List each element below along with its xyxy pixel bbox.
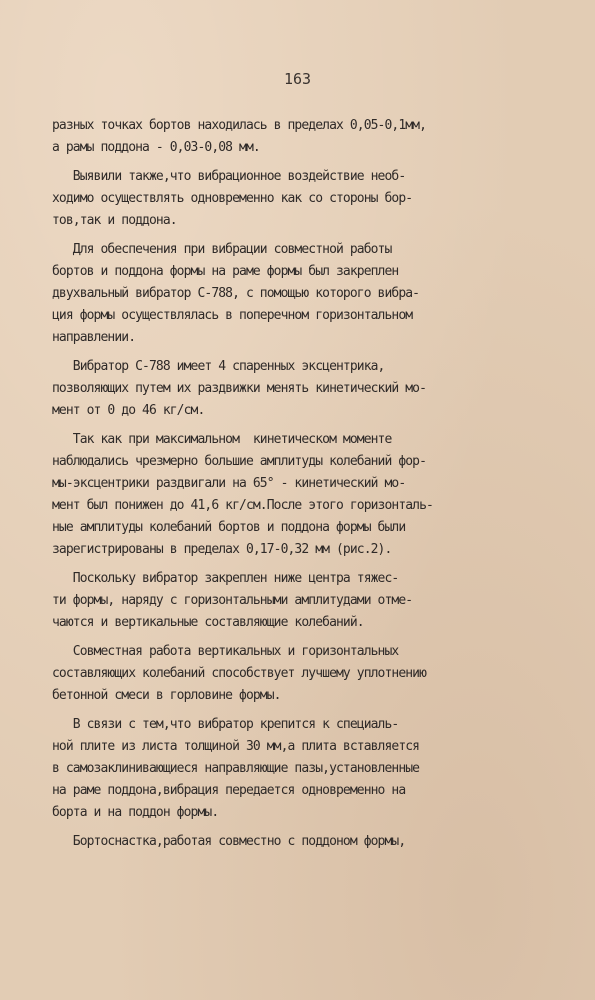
text-line: а рамы поддона - 0,03-0,08 мм. [52,140,260,155]
text-line: Вибратор С-788 имеет 4 спаренных эксцентрика, [52,359,385,374]
text-line: позволяющих путем их раздвижки менять кинетический мо- [52,381,427,396]
text-line: Выявили также,что вибрационное воздействие необ- [52,169,406,184]
text-line: борта и на поддон формы. [52,805,219,820]
paragraph-8 [52,714,552,824]
paragraph-5 [52,429,552,561]
text-line: мент был понижен до 41,6 кг/см.После этого горизонталь- [52,498,433,513]
text-line: ти формы, наряду с горизонтальными амплитудами отме- [52,593,413,608]
text-line: направлении. [52,330,136,345]
text-line: Поскольку вибратор закреплен ниже центра тяжес- [52,571,399,586]
text-line: чаются и вертикальные составляющие колебаний. [52,615,364,630]
text-line: зарегистрированы в пределах 0,17-0,32 мм (рис.2). [52,542,392,557]
text-line: В связи с тем,что вибратор крепится к специаль- [52,717,399,732]
text-line: составляющих колебаний способствует лучшему уплотнению [52,666,427,681]
text-line: наблюдались чрезмерно большие амплитуды колебаний фор- [52,454,427,469]
text-line: двухвальный вибратор С-788, с помощью которого вибра- [52,286,420,301]
paragraph-4 [52,356,552,422]
text-line: бетонной смеси в горловине формы. [52,688,281,703]
text-line: ция формы осуществлялась в поперечном горизонтальном [52,308,413,323]
text-line: в самозаклинивающиеся направляющие пазы,установленные [52,761,420,776]
text-line: Бортоснастка,работая совместно с поддоном формы, [52,834,406,849]
page-number: 163 [283,70,312,88]
text-line: Для обеспечения при вибрации совместной работы [52,242,392,257]
paragraph-9 [52,831,552,853]
text-line: разных точках бортов находилась в пределах 0,05-0,1мм, [52,118,427,133]
text-line: ной плите из листа толщиной 30 мм,а плита вставляется [52,739,420,754]
text-line: тов,так и поддона. [52,213,177,228]
paragraph-2 [52,166,552,232]
paragraph-7 [52,641,552,707]
text-line: Совместная работа вертикальных и горизонтальных [52,644,399,659]
paragraph-1 [52,115,552,159]
text-line: мент от 0 до 46 кг/см. [52,403,205,418]
text-line: мы-эксцентрики раздвигали на 65° - кинетический мо- [52,476,406,491]
paragraph-6 [52,568,552,634]
text-line: бортов и поддона формы на раме формы был закреплен [52,264,399,279]
body-text [52,115,552,853]
text-line: Так как при максимальном кинетическом моменте [52,432,392,447]
text-line: ходимо осуществлять одновременно как со стороны бор- [52,191,413,206]
paragraph-3 [52,239,552,349]
text-line: ные амплитуды колебаний бортов и поддона формы были [52,520,406,535]
text-line: на раме поддона,вибрация передается одновременно на [52,783,406,798]
